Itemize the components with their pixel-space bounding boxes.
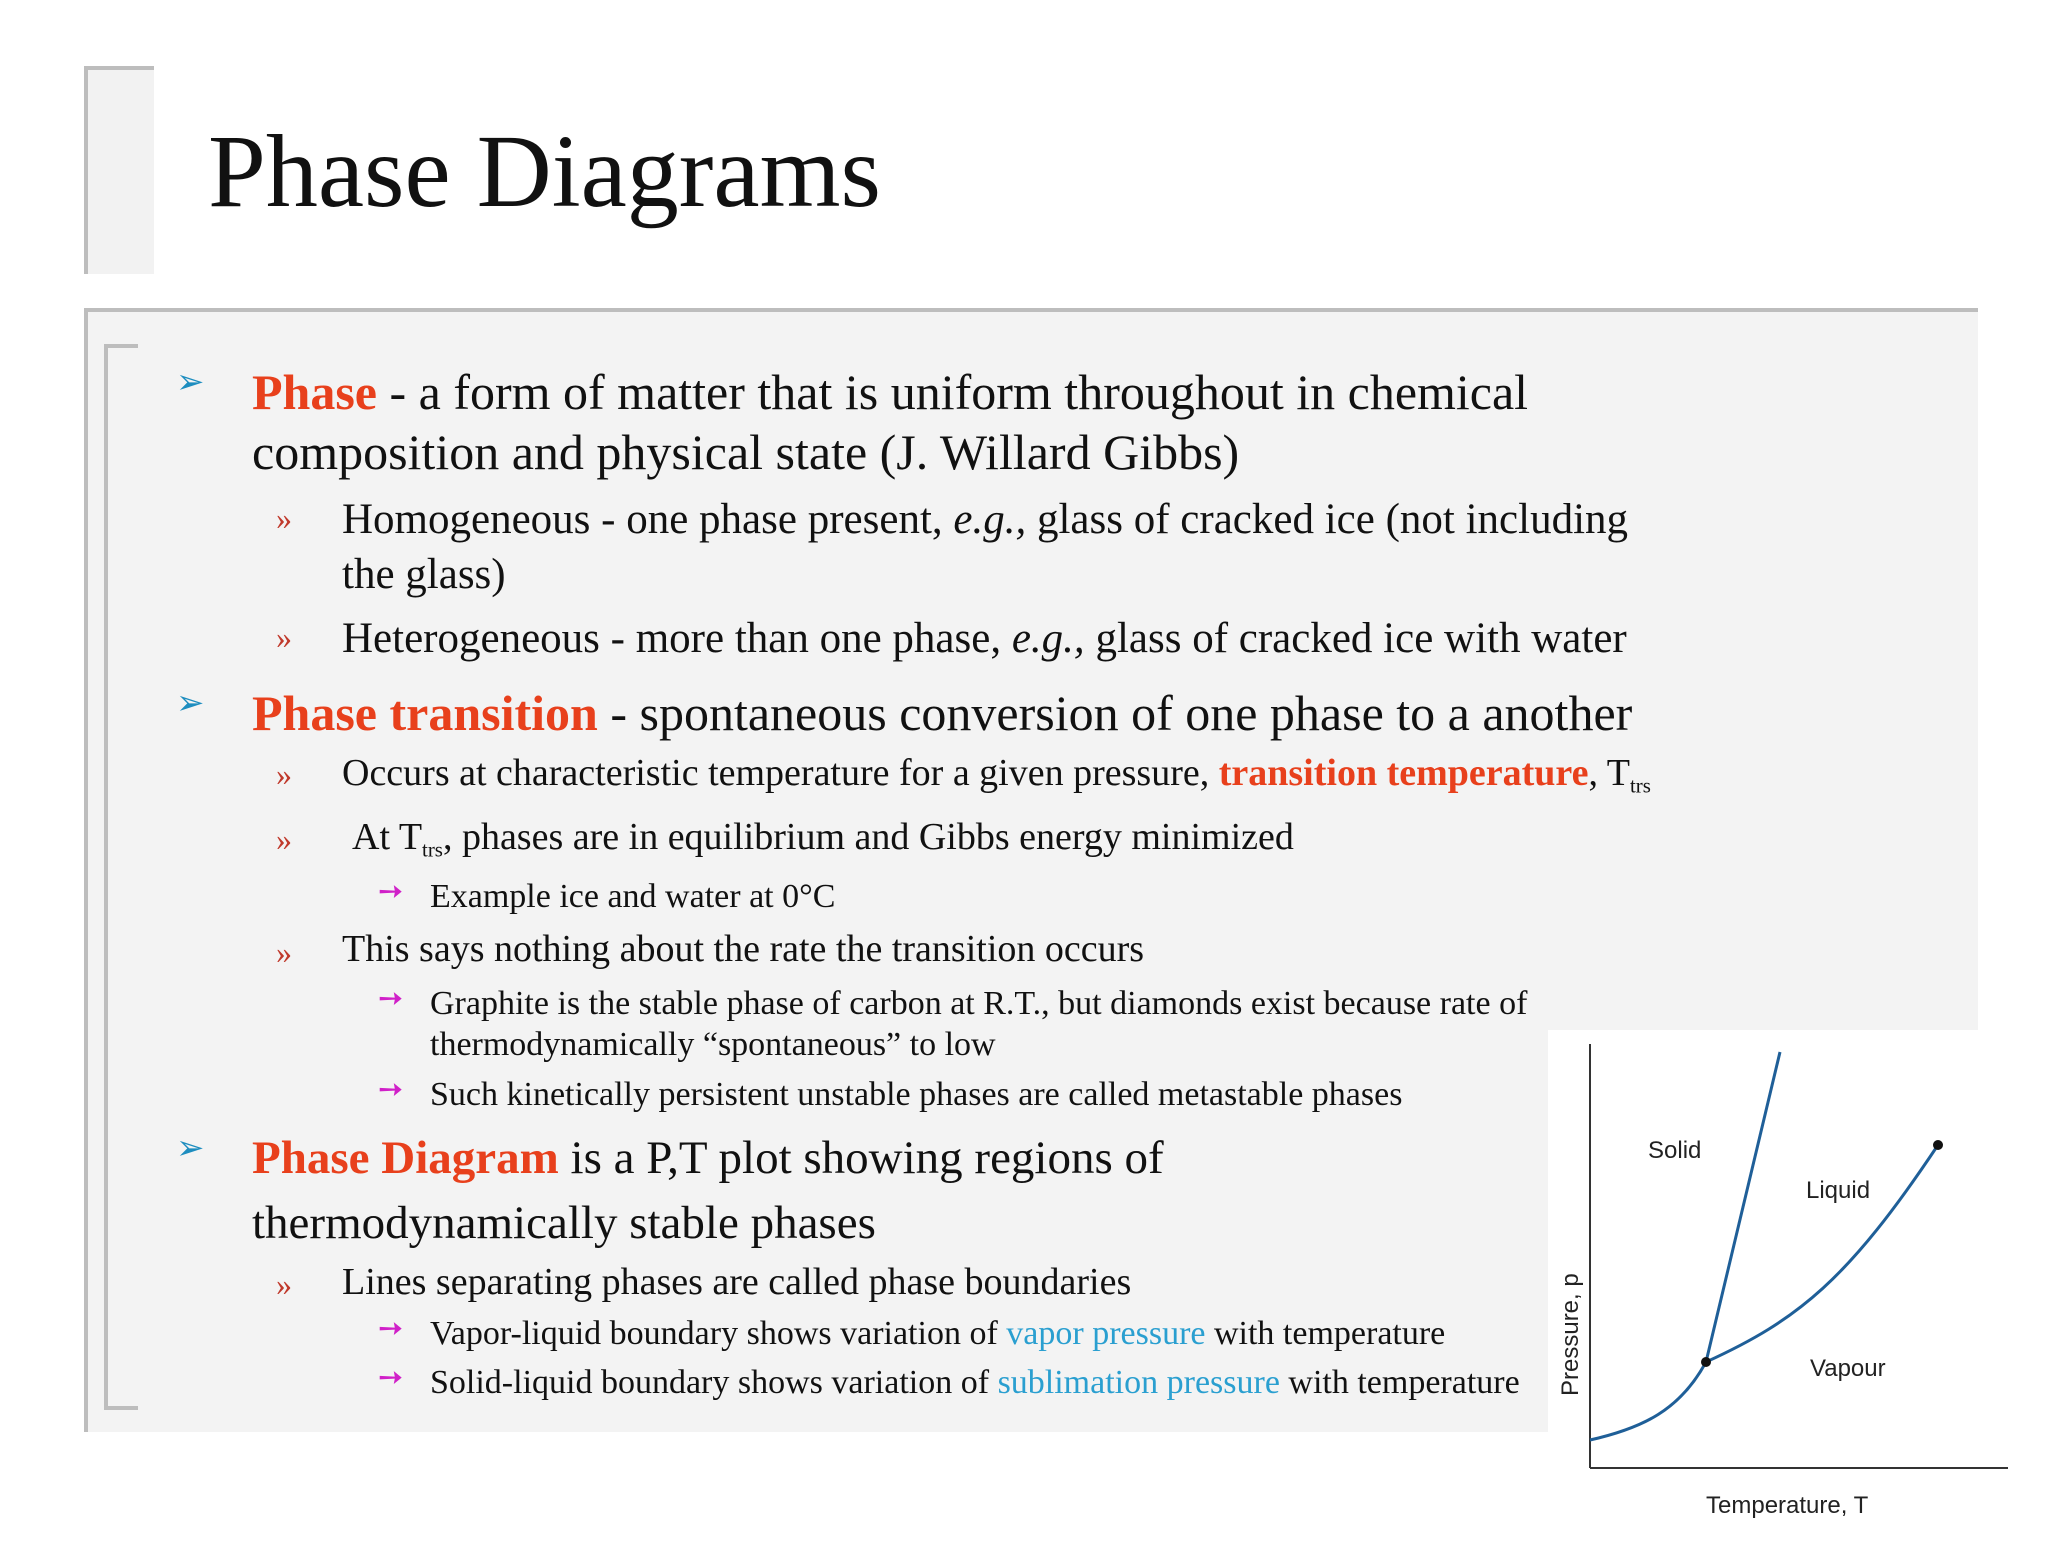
term-phase: Phase [252,364,377,420]
term-transition-temperature: transition temperature [1218,752,1589,794]
bullet-text: - spontaneous conversion of one phase to a another [597,685,1633,741]
sub-text: glass of cracked ice with water [1084,615,1627,662]
sub-sub-bullet-graphite-line2: thermodynamically “spontaneous” to low [430,1026,996,1063]
sub-bullet-rate: This says nothing about the rate the transition occurs [342,928,1145,970]
sub-bullet-homogeneous [342,494,1628,546]
slide-title: Phase Diagrams [208,114,881,229]
sub-sub-bullet-metastable: Such kinetically persistent unstable phases are called metastable phases [430,1076,1403,1113]
arrow-right-icon: ➙ [378,1312,404,1345]
triple-point-marker [1701,1357,1711,1367]
sub-bullet-equilibrium [352,817,1294,870]
sub-text: with temperature [1279,1364,1520,1401]
sub-text: Vapor-liquid boundary shows variation of [430,1315,1007,1352]
sub-text: glass of cracked ice (not including [1026,496,1629,543]
region-vapour-label: Vapour [1810,1355,1886,1382]
bullet-phase-transition [252,683,1632,743]
sub-sub-bullet-graphite: Graphite is the stable phase of carbon at R.T., but diamonds exist because rate of [430,985,1528,1022]
y-axis-label: Pressure, p [1557,1273,1584,1396]
sub-text: , phases are in equilibrium and Gibbs energy minimized [442,816,1294,858]
arrow-right-icon: ➙ [378,875,404,908]
sub-text: Solid-liquid boundary shows variation of [430,1364,998,1401]
bullet-arrow-icon: ➢ [176,685,205,722]
critical-point-marker [1933,1140,1943,1150]
sub-sub-bullet-solid-liquid [430,1362,1520,1403]
bullet-arrow-icon: ➢ [176,1130,205,1167]
sub-text: Occurs at characteristic temperature for a given pressure, [342,752,1219,794]
bullet-arrow-icon: ➢ [176,364,205,401]
bullet-phase-diagram-line2: thermodynamically stable phases [252,1197,876,1249]
sub-em: e.g., [953,496,1027,543]
sub-text: , T [1588,752,1630,794]
subscript-trs: trs [422,837,443,862]
sub-text: Heterogeneous - more than one phase, [342,615,1012,662]
bullet-phase-diagram [252,1128,1164,1188]
sub-sub-bullet-example: Example ice and water at 0°C [430,878,836,915]
bullet-text: is a P,T plot showing regions of [558,1132,1164,1184]
sub-bullet-heterogeneous [342,613,1627,665]
phase-diagram-figure [1548,1030,2048,1536]
link-vapor-pressure[interactable]: vapor pressure [1006,1315,1206,1352]
sub-bullet-marker: » [276,1266,292,1302]
sub-bullet-marker: » [276,756,292,792]
term-phase-diagram: Phase Diagram [252,1132,559,1184]
phase-diagram-svg [1548,1030,2048,1536]
solid-vapour-boundary [1590,1362,1706,1440]
arrow-right-icon: ➙ [378,1361,404,1394]
sub-bullet-characteristic-temp [342,753,1651,806]
bullet-phase [252,362,1528,422]
region-solid-label: Solid [1648,1137,1702,1164]
bullet-text: - a form of matter that is uniform throughout in chemical [377,364,1529,420]
sub-text: At T [352,816,423,858]
term-phase-transition: Phase transition [252,685,598,741]
sub-bullet-homogeneous-line2: the glass) [342,551,506,598]
bullet-phase-line2: composition and physical state (J. Willard Gibbs) [252,424,1240,480]
sub-bullet-marker: » [276,619,292,655]
sub-em: e.g., [1011,615,1085,662]
content-bracket [104,344,138,1410]
region-liquid-label: Liquid [1806,1177,1871,1204]
link-sublimation-pressure[interactable]: sublimation pressure [997,1364,1280,1401]
sub-bullet-marker: » [276,821,292,857]
sub-text: with temperature [1205,1315,1446,1352]
sub-sub-bullet-vapor-liquid [430,1313,1445,1354]
sub-bullet-marker: » [276,500,292,536]
subscript-trs: trs [1630,773,1651,798]
solid-liquid-boundary [1706,1052,1780,1362]
arrow-right-icon: ➙ [378,1073,404,1106]
title-accent-bar [84,66,154,274]
arrow-right-icon: ➙ [378,982,404,1015]
sub-text: Homogeneous - one phase present, [342,496,954,543]
sub-bullet-phase-boundaries: Lines separating phases are called phase boundaries [342,1261,1132,1303]
x-axis-label: Temperature, T [1706,1492,1869,1519]
sub-bullet-marker: » [276,934,292,970]
